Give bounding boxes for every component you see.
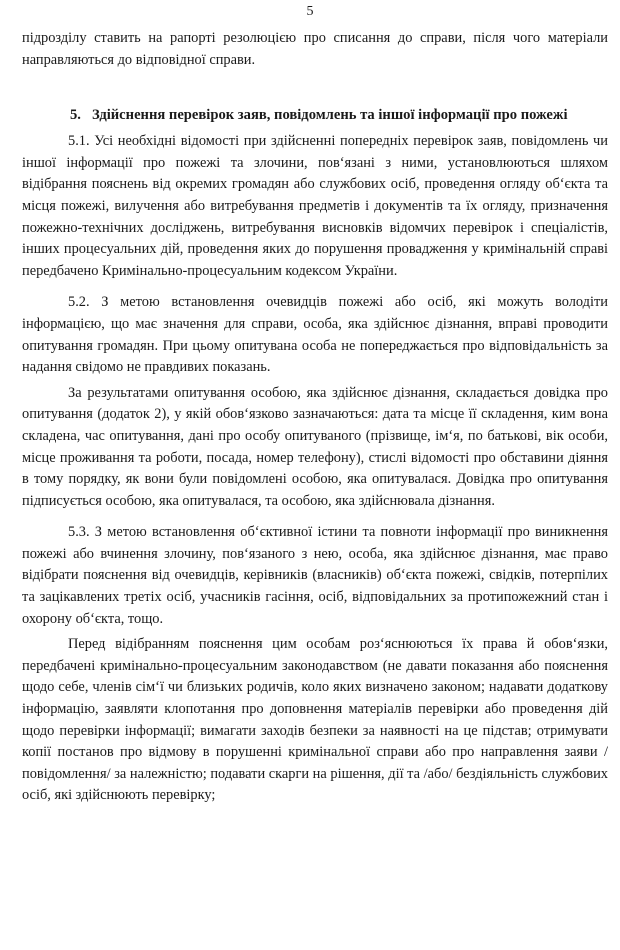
paragraph-5-1: 5.1. Усі необхідні відомості при здійсненні попередніх перевірок заяв, повідомлень чи іншої інформації про пожежі та злочини, пов‘язані з ними, установлюються шляхом відібрання пояснень від окремих громадян або службових осіб, проведення огляду об‘єкта та місця пожежі, вилучення або витребування предметів і документів та їх огляду, призначення пожежно-технічних досліджень, витребування висновків відомчих перевірок і спеціалістів, інших процесуальних дій, проведення яких до порушення провадження у кримінальній справі передбачено Кримінально-процесуальним кодексом України.	[22, 133, 608, 279]
page-number: 5	[306, 4, 314, 19]
paragraph-continuation: підрозділу ставить на рапорті резолюцією про списання до справи, після чого матеріали направляються до відповідної справи.	[22, 30, 608, 68]
paragraph-5-2-result: За результатами опитування особою, яка здійснює дізнання, складається довідка про опитування (додаток 2), у якій обов‘язково зазначаються: дата та місце її складення, ким вона складена, час опитування, дані про особу опитуваного (прізвище, ім‘я, по батькові, вік особи, місце проживання та роботи, посада, номер телефону), стислі відомості про обставини діяння в тому порядку, як вони були повідомлені особою, яка опитувалася. Довідка про опитування підписується особою, яка опитувалася, та особою, яка здійснювала дізнання.	[22, 384, 608, 509]
paragraph-5-3-rights: Перед відібранням пояснення цим особам роз‘яснюються їх права й обов‘язки, передбачені кримінально-процесуальним законодавством (не давати показання або пояснення щодо себе, членів сім‘ї чи близьких родичів, коло яких визначено законом; надавати додаткову інформацію, заявляти клопотання про доповнення матеріалів перевірки або проведення дій щодо перевірки інформації; вимагати заходів безпеки за наявності на це підстав; отримувати копії постанов про відмову в порушенні кримінальної справи або про направлення заяви /повідомлення/ за належністю; подавати скарги на рішення, дії та /або/ бездіяльність службових осіб, які здійснюють перевірку;	[22, 636, 608, 804]
section-title: Здійснення перевірок заяв, повідомлень та іншої інформації про пожежі	[92, 107, 568, 124]
section-heading	[22, 105, 608, 125]
document-body	[22, 28, 608, 807]
paragraph-5-2: 5.2. З метою встановлення очевидців пожежі або осіб, які можуть володіти інформацією, що має значення для справи, особа, яка здійснює дізнання, вправі проводити опитування громадян. При цьому опитувана особа не попереджається про відповідальність за надання свідомо не правдивих показань.	[22, 294, 608, 376]
section-number: 5.	[70, 107, 81, 124]
paragraph-5-3: 5.3. З метою встановлення об‘єктивної істини та повноти інформації про виникнення пожежі або вчинення злочину, пов‘язаного з нею, особа, яка здійснює дізнання, має право відібрати пояснення від очевидців, керівників (власників) об‘єкта пожежі, свідків, потерпілих та зацікавлених третіх осіб, учасників гасіння, осіб, відповідальних за протипожежний стан і охорону об‘єкта, тощо.	[22, 524, 608, 627]
